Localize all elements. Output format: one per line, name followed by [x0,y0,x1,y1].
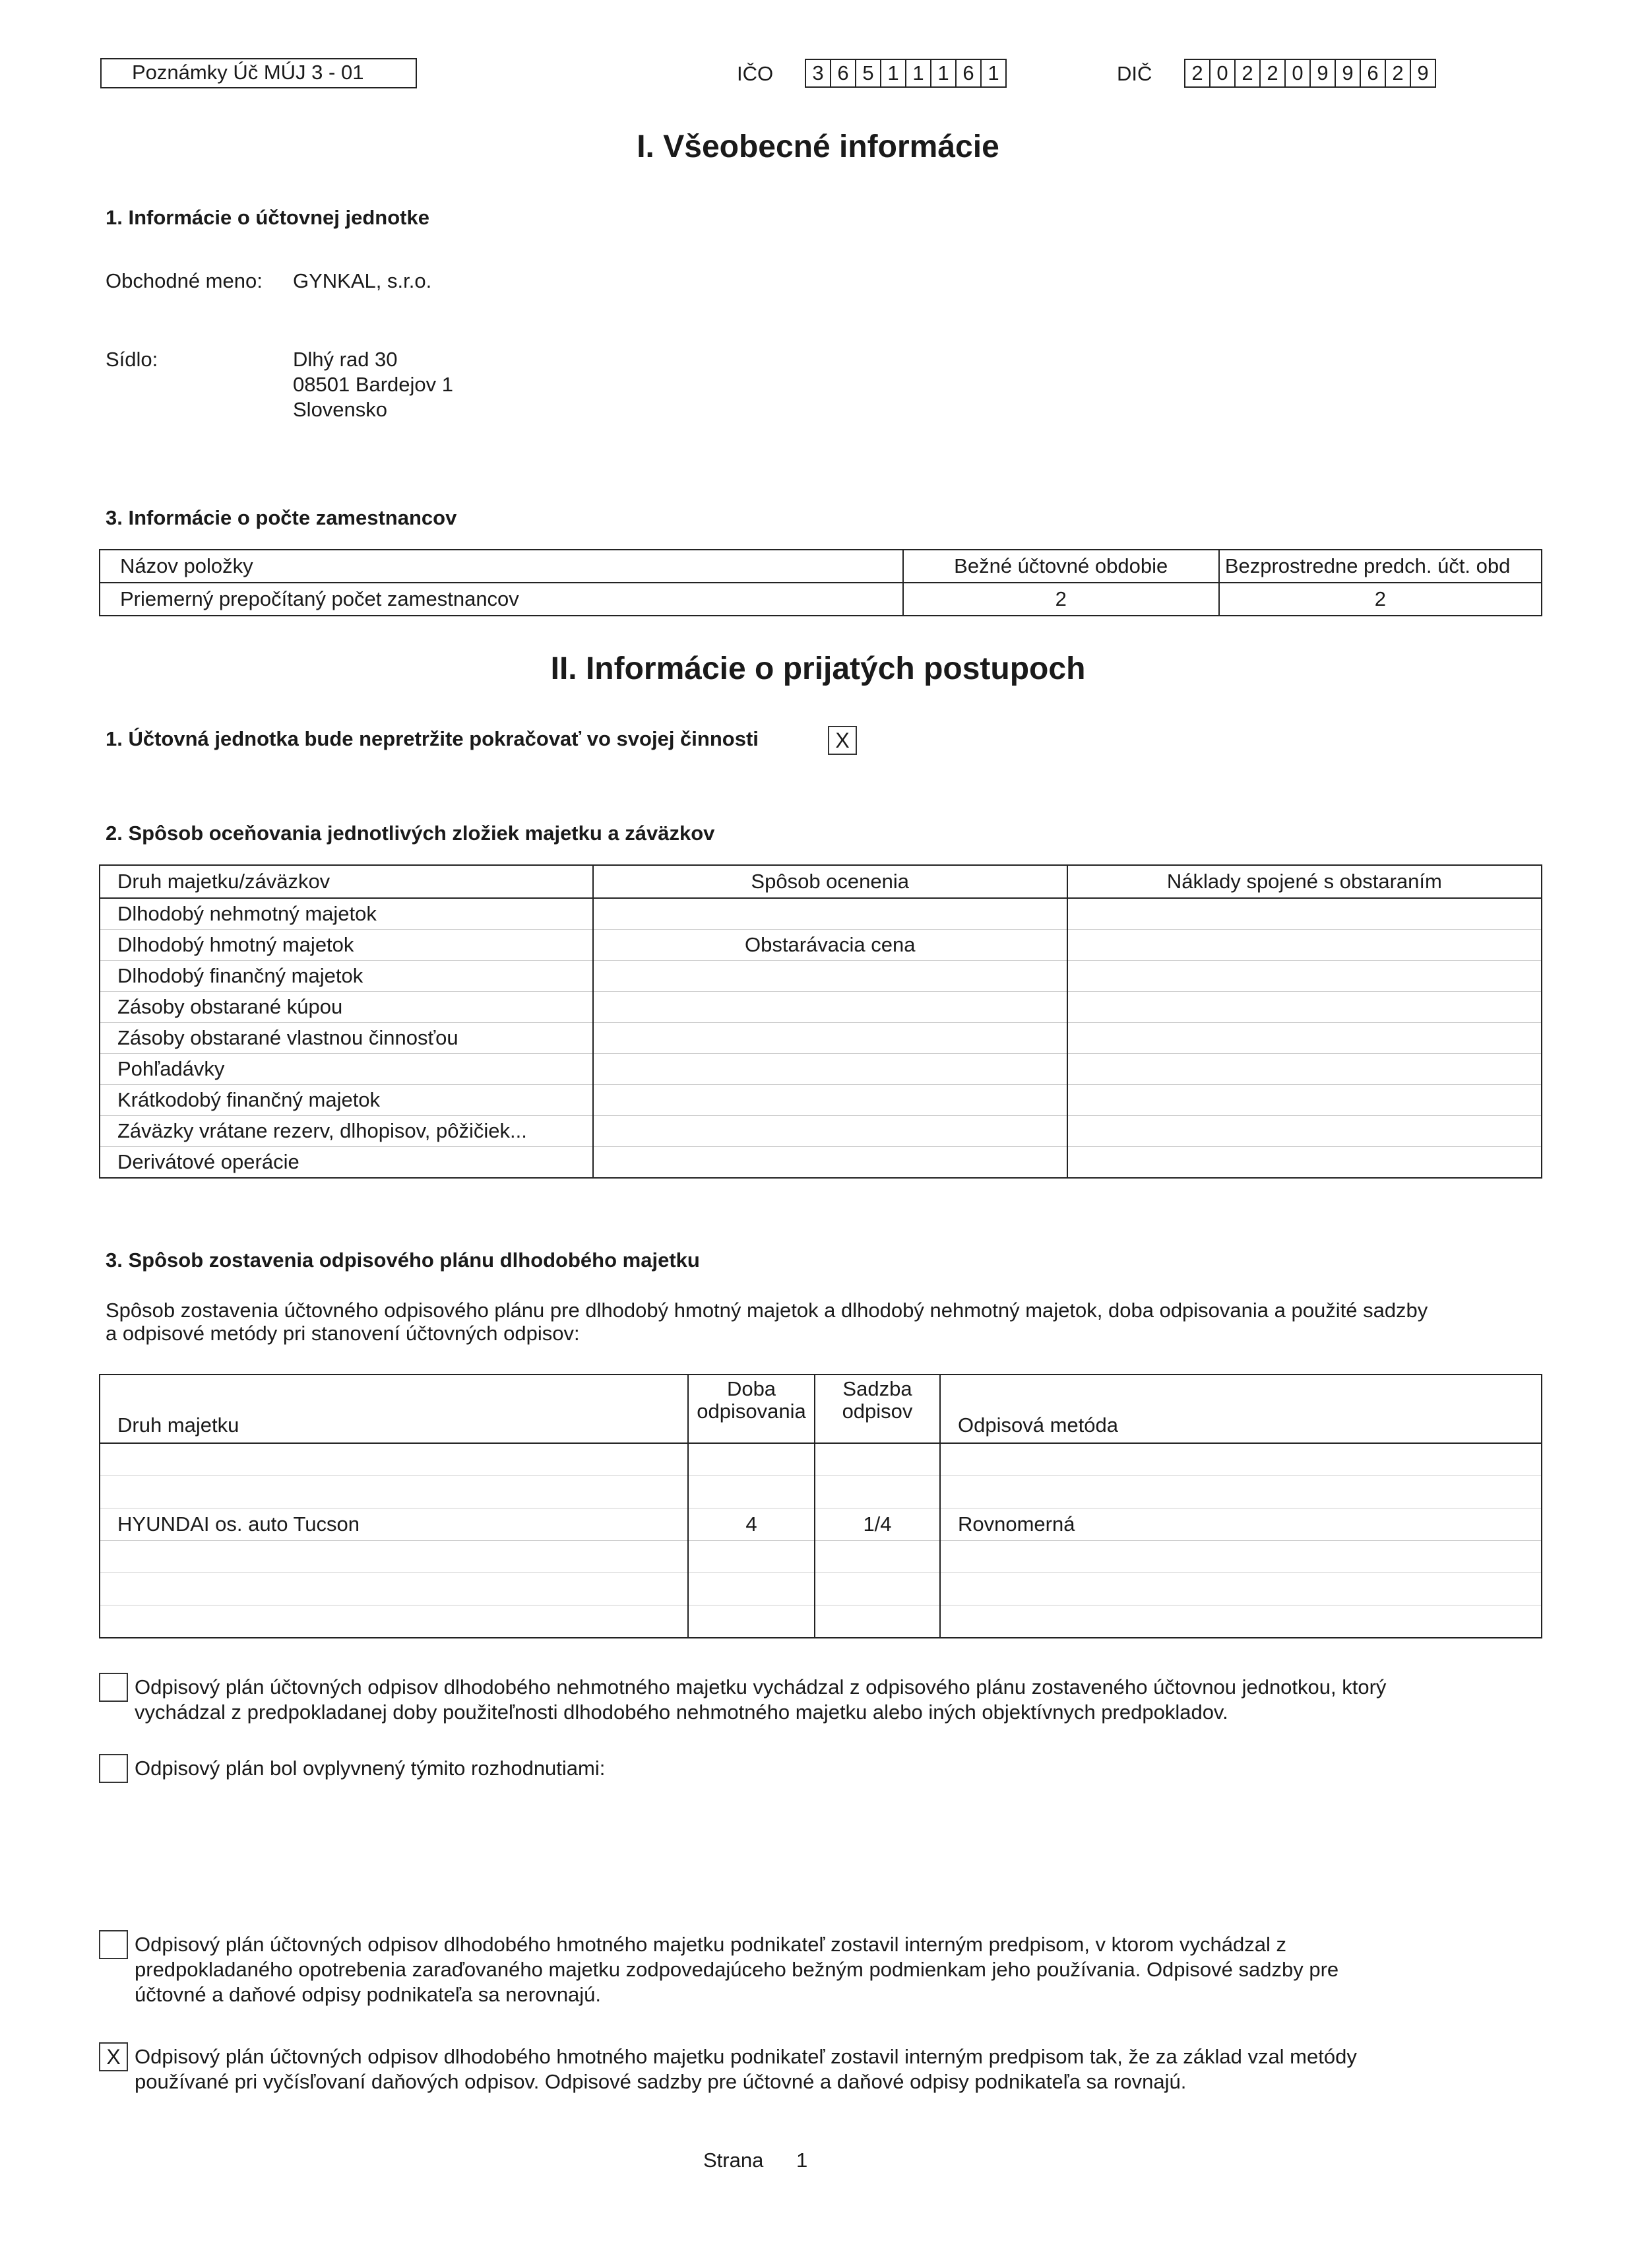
ico-digit: 6 [830,60,855,86]
form-code-box [100,58,417,88]
option-4-line-2: používané pri vyčísľovaní daňových odpisov. Odpisové sadzby pre účtovné a daňové odpisy podnikateľa sa rovnajú. [135,2070,1187,2093]
dep-spacer-row [100,1573,1542,1605]
dic-digit: 9 [1309,60,1335,86]
valuation-row-method [593,898,1067,930]
valuation-row-method: Obstarávacia cena [593,930,1067,961]
valuation-table-row [100,1147,1542,1179]
valuation-row-type: Derivátové operácie [100,1147,593,1179]
valuation-row-type: Dlhodobý nehmotný majetok [100,898,593,930]
dep-row-period: 4 [688,1508,815,1541]
valuation-row-method [593,1085,1067,1116]
option-3-line-3: účtovné a daňové odpisy podnikateľa sa nerovnajú. [135,1983,602,2006]
option-1-line-2: vychádzal z predpokladanej doby použiteľnosti dlhodobého nehmotného majetku alebo iných objektívnych predpokladov. [135,1701,1228,1724]
ico-digit: 3 [812,61,824,84]
employees-table-header [100,550,1542,583]
dep-header-period [688,1375,815,1443]
dep-header-rate-line-2: odpisov [842,1400,913,1423]
employees-header-item: Názov položky [100,550,903,583]
depreciation-table-header [100,1375,1542,1443]
going-concern-checkbox[interactable]: X [828,726,857,755]
dic-digit: 6 [1360,60,1385,86]
valuation-row-type: Krátkodobý finančný majetok [100,1085,593,1116]
valuation-row-method [593,1116,1067,1147]
valuation-table-row [100,898,1542,930]
dic-label: DIČ [1117,62,1152,85]
dep-header-rate [815,1375,940,1443]
valuation-row-type: Zásoby obstarané vlastnou činnosťou [100,1023,593,1054]
dic-digit: 0 [1284,60,1309,86]
dep-spacer-row [100,1541,1542,1573]
dic-digit: 9 [1335,60,1360,86]
option-3-line-1: Odpisový plán účtovných odpisov dlhodobého hmotného majetku podnikateľ zostavil interným predpisom, v ktorom vychádzal z [135,1933,1286,1956]
ico-digit-boxes [805,59,1007,88]
valuation-row-costs [1067,1023,1542,1054]
dep-row-method: Rovnomerná [940,1508,1542,1541]
ico-label: IČO [737,62,774,85]
employees-header-previous: Bezprostredne predch. účt. obd [1219,550,1542,583]
dep-header-period-line-1: Doba [726,1377,776,1400]
dic-digit: 0 [1209,60,1234,86]
dep-header-method: Odpisová metóda [940,1375,1542,1443]
valuation-row-type: Záväzky vrátane rezerv, dlhopisov, pôžičiek... [100,1116,593,1147]
dep-spacer-row [100,1605,1542,1638]
valuation-table-row [100,961,1542,992]
seat-line-2: 08501 Bardejov 1 [293,373,454,396]
ico-digit: 1 [930,60,955,86]
valuation-table [99,864,1542,1179]
valuation-heading: 2. Spôsob oceňovania jednotlivých zložiek majetku a záväzkov [106,822,715,845]
valuation-header-type: Druh majetku/záväzkov [100,865,593,898]
valuation-row-costs [1067,930,1542,961]
employees-row-current: 2 [903,583,1219,616]
business-name-label: Obchodné meno: [106,269,263,292]
company-info-heading: 1. Informácie o účtovnej jednotke [106,206,429,229]
dic-digit-boxes [1184,59,1436,88]
valuation-table-row [100,1116,1542,1147]
depreciation-description-line-2: a odpisové metódy pri stanovení účtovných odpisov: [106,1322,580,1345]
valuation-row-method [593,1023,1067,1054]
dic-digit: 2 [1191,61,1203,84]
dic-digit: 2 [1234,60,1259,86]
dep-data-row [100,1508,1542,1541]
valuation-table-row [100,1085,1542,1116]
option-2-line-1: Odpisový plán bol ovplyvnený týmito rozhodnutiami: [135,1757,606,1780]
dep-header-period-line-2: odpisovania [697,1400,806,1423]
option-2-checkbox[interactable] [99,1754,128,1783]
form-code: Poznámky Úč MÚJ 3 - 01 [132,61,364,84]
valuation-row-costs [1067,1085,1542,1116]
valuation-row-costs [1067,961,1542,992]
valuation-row-method [593,992,1067,1023]
valuation-row-costs [1067,898,1542,930]
option-1-checkbox[interactable] [99,1673,128,1702]
valuation-table-header [100,865,1542,898]
employees-table-row [100,583,1542,616]
going-concern-text: 1. Účtovná jednotka bude nepretržite pokračovať vo svojej činnosti [106,727,759,750]
employees-row-previous: 2 [1219,583,1542,616]
valuation-table-row [100,1023,1542,1054]
depreciation-description-line-1: Spôsob zostavenia účtovného odpisového plánu pre dlhodobý hmotný majetok a dlhodobý nehmotný majetok, doba odpisovania a použité sadzby [106,1299,1428,1322]
employees-table [99,549,1542,616]
valuation-row-costs [1067,992,1542,1023]
dep-row-asset: HYUNDAI os. auto Tucson [100,1508,688,1541]
valuation-row-method [593,1054,1067,1085]
employees-row-label: Priemerný prepočítaný počet zamestnancov [100,583,903,616]
dep-row-rate: 1/4 [815,1508,940,1541]
valuation-row-type: Pohľadávky [100,1054,593,1085]
option-3-checkbox[interactable] [99,1930,128,1959]
valuation-row-method [593,961,1067,992]
valuation-table-row [100,992,1542,1023]
option-4-line-1: Odpisový plán účtovných odpisov dlhodobého hmotného majetku podnikateľ zostavil interným predpisom tak, že za základ vzal metódy [135,2045,1357,2068]
valuation-row-costs [1067,1054,1542,1085]
dep-header-type: Druh majetku [100,1375,688,1443]
valuation-row-type: Zásoby obstarané kúpou [100,992,593,1023]
ico-digit: 1 [880,60,905,86]
dep-spacer-row [100,1443,1542,1476]
section-1-title: I. Všeobecné informácie [637,129,999,164]
dic-digit: 2 [1385,60,1410,86]
page-label: Strana [703,2149,764,2172]
business-name-value: GYNKAL, s.r.o. [293,269,432,292]
option-4-checkbox[interactable]: X [99,2042,128,2071]
dep-spacer-row [100,1476,1542,1508]
ico-digit: 1 [905,60,930,86]
valuation-row-method [593,1147,1067,1179]
depreciation-heading: 3. Spôsob zostavenia odpisového plánu dlhodobého majetku [106,1248,700,1272]
employees-header-current: Bežné účtovné obdobie [903,550,1219,583]
seat-line-1: Dlhý rad 30 [293,348,398,371]
valuation-row-costs [1067,1116,1542,1147]
valuation-header-costs: Náklady spojené s obstaraním [1067,865,1542,898]
ico-digit: 5 [855,60,880,86]
valuation-table-row [100,1054,1542,1085]
seat-line-3: Slovensko [293,398,388,421]
valuation-table-row [100,930,1542,961]
option-1-line-1: Odpisový plán účtovných odpisov dlhodobého nehmotného majetku vychádzal z odpisového plánu zostaveného účtovnou jednotkou, ktorý [135,1675,1387,1699]
section-2-title: II. Informácie o prijatých postupoch [550,651,1086,686]
dep-header-rate-line-1: Sadzba [842,1377,912,1400]
depreciation-table [99,1374,1542,1638]
valuation-row-type: Dlhodobý finančný majetok [100,961,593,992]
page-number: 1 [796,2149,808,2172]
ico-digit: 1 [980,60,1005,86]
valuation-row-type: Dlhodobý hmotný majetok [100,930,593,961]
seat-label: Sídlo: [106,348,158,371]
valuation-header-method: Spôsob ocenenia [593,865,1067,898]
ico-digit: 6 [955,60,980,86]
employees-heading: 3. Informácie o počte zamestnancov [106,506,457,529]
valuation-row-costs [1067,1147,1542,1179]
option-3-line-2: predpokladaného opotrebenia zaraďovaného majetku zodpovedajúceho bežným podmienkam jeho používania. Odpisové sadzby pre [135,1958,1339,1981]
dic-digit: 9 [1410,60,1435,86]
dic-digit: 2 [1259,60,1284,86]
